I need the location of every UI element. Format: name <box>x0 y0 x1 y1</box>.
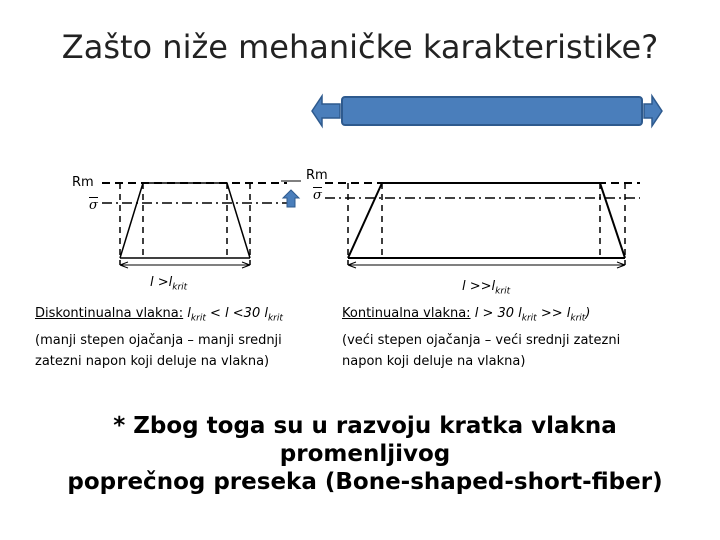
right-description-line2: (veći stepen ojačanja – veći srednji zatezni <box>342 332 621 348</box>
fiber-rect <box>342 97 642 125</box>
left-rm-label: Rm <box>72 175 94 190</box>
left-description <box>35 303 335 372</box>
page-title: Zašto niže mehaničke karakteristike? <box>61 28 659 66</box>
left-sigma-label: σ <box>89 198 98 213</box>
right-description-line1: Kontinualna vlakna: l > 30 $l_{krit} >> l_{krit}$) <box>342 306 591 324</box>
right-rm-label: Rm <box>306 168 328 183</box>
conclusion-line2: poprečnog preseka (Bone-shaped-short-fiber) <box>67 469 663 495</box>
conclusion <box>30 412 700 496</box>
right-sigma-label: σ <box>313 188 322 203</box>
fiber-bar <box>312 96 662 126</box>
left-length-label: $l >l_{krit}$ <box>150 275 188 293</box>
right-arrow-icon <box>644 96 662 126</box>
left-description-line3: zatezni napon koji deluje na vlakna) <box>35 353 270 369</box>
left-arrow-icon <box>312 96 340 126</box>
left-description-line2: (manji stepen ojačanja – manji srednji <box>35 332 282 348</box>
right-stress-diagram <box>325 183 640 268</box>
left-description-line1: Diskontinualna vlakna: $l_{krit} < l <30$ $l_{krit}$ <box>35 306 283 324</box>
right-description-line3: napon koji deluje na vlakna) <box>342 353 526 369</box>
conclusion-line1: * Zbog toga su u razvoju kratka vlakna promenljivog <box>113 413 617 467</box>
up-arrow-icon <box>283 190 299 207</box>
right-length-label: $l >>l_{krit}$ <box>462 279 511 297</box>
left-stress-diagram <box>102 183 287 268</box>
right-description <box>342 303 702 372</box>
